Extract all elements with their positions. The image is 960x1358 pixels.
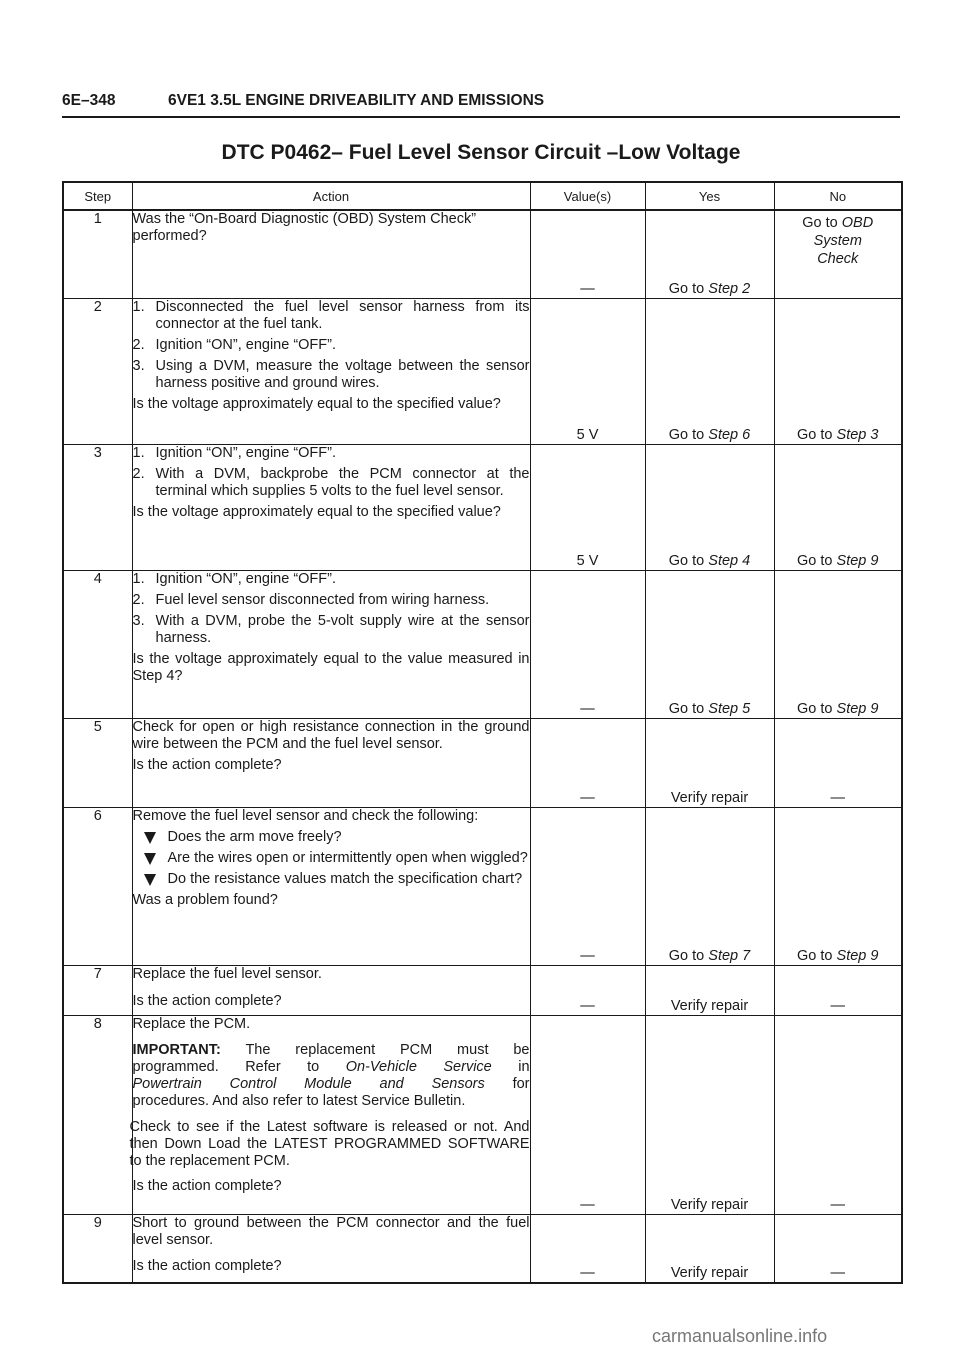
on-vehicle-service-link[interactable]: On-Vehicle Service (345, 1058, 492, 1075)
list-item: Are the wires open or intermittently open when wiggled? (133, 850, 530, 867)
step-number: 1 (63, 210, 132, 298)
important-label: IMPORTANT: (132, 1041, 221, 1058)
action-text: Check for open or high resistance connection in the ground wire between the PCM and the fuel level sensor. (132, 718, 530, 752)
list-item: 2. Fuel level sensor disconnected from wiring harness. (132, 591, 490, 608)
question-text: Is the voltage approximately equal to the value measured in Step 4? (132, 650, 530, 684)
value-cell: — (530, 210, 645, 298)
step-number: 3 (63, 444, 132, 570)
table-header-row (63, 182, 902, 210)
no-cell: — (774, 965, 902, 1015)
step-number: 5 (63, 718, 132, 807)
step-link[interactable]: Step 2 (708, 280, 751, 297)
action-cell (132, 210, 530, 298)
step-number: 8 (63, 1015, 132, 1214)
step-link[interactable]: Step 3 (836, 426, 879, 443)
action-cell (132, 298, 530, 444)
table-row (63, 1015, 902, 1214)
question-text: Is the action complete? (132, 756, 282, 773)
question-text: Is the action complete? (132, 1257, 282, 1274)
column-header-action: Action (132, 182, 530, 210)
column-header-yes: Yes (645, 182, 774, 210)
bullet-triangle-icon (144, 874, 156, 886)
value-cell: — (530, 807, 645, 965)
obd-check-link[interactable]: OBD (841, 215, 874, 231)
table-row (63, 718, 902, 807)
value-cell: — (530, 570, 645, 718)
table-row (63, 807, 902, 965)
action-text: Replace the PCM. (132, 1015, 251, 1032)
action-text: Short to ground between the PCM connector and the fuel level sensor. (132, 1214, 530, 1248)
no-cell: Go to Step 9 (774, 570, 902, 718)
yes-cell: Go to Step 7 (645, 807, 774, 965)
list-item: 2. With a DVM, backprobe the PCM connector at the terminal which supplies 5 volts to the fuel level sensor. (132, 465, 530, 499)
value-cell: 5 V (530, 298, 645, 444)
step-link[interactable]: Step 5 (708, 700, 751, 717)
list-item: Does the arm move freely? (133, 829, 530, 846)
action-cell (132, 807, 530, 965)
question-text: Is the voltage approximately equal to the specified value? (132, 395, 501, 412)
watermark: carmanualsonline.info (652, 1326, 828, 1346)
bullet-triangle-icon (144, 853, 156, 865)
value-cell: 5 V (530, 444, 645, 570)
yes-cell: Verify repair (645, 718, 774, 807)
action-cell (132, 570, 530, 718)
no-cell: Go to Step 9 (774, 444, 902, 570)
table-row (63, 965, 902, 1015)
question-text: Is the voltage approximately equal to the specified value? (132, 503, 501, 520)
action-cell: Replace the PCM. IMPORTANT: The replacement PCM must be programmed. Refer to On-Vehicle Service in Powertrain Control Module and Sensors for procedures. And also refer to latest Service Bulletin. Check to see if the Latest software is released or not. And then Down Load the LATEST PROGRAMMED SOFTWARE to the replacement PCM. Is the action complete? (132, 1015, 530, 1214)
yes-cell: Verify repair (645, 965, 774, 1015)
yes-cell: Verify repair (645, 1214, 774, 1283)
page-number: 6E–348 (62, 92, 116, 109)
obd-check-link-line2[interactable]: System (813, 233, 862, 249)
value-cell: — (530, 718, 645, 807)
question-text: Is the action complete? (132, 992, 282, 1009)
yes-cell (645, 210, 774, 298)
action-cell (132, 444, 530, 570)
value-cell: — (530, 965, 645, 1015)
action-text: Replace the fuel level sensor. (132, 965, 322, 982)
step-link[interactable]: Step 9 (836, 700, 879, 717)
step-link[interactable]: Step 9 (836, 552, 879, 569)
yes-prefix: Go to (668, 280, 705, 297)
yes-cell: Go to Step 6 (645, 298, 774, 444)
action-text: Remove the fuel level sensor and check the following: (132, 807, 479, 824)
action-text: Was the “On-Board Diagnostic (OBD) System Check” performed? (132, 211, 477, 244)
section-title: 6VE1 3.5L ENGINE DRIVEABILITY AND EMISSIONS (168, 92, 545, 109)
diagnostic-table (62, 181, 903, 1284)
no-cell (774, 210, 902, 298)
step-number: 2 (63, 298, 132, 444)
step-number: 6 (63, 807, 132, 965)
question-text: Is the action complete? (132, 1177, 282, 1194)
no-cell: Go to Step 9 (774, 807, 902, 965)
table-row (63, 298, 902, 444)
action-cell (132, 718, 530, 807)
value-cell: — (530, 1214, 645, 1283)
page-title: DTC P0462– Fuel Level Sensor Circuit –Low Voltage (221, 141, 741, 164)
yes-cell: Verify repair (645, 1015, 774, 1214)
step-number: 9 (63, 1214, 132, 1283)
no-cell: — (774, 1015, 902, 1214)
list-item: 1. Ignition “ON”, engine “OFF”. (132, 444, 336, 461)
action-cell (132, 1214, 530, 1283)
bullet-triangle-icon (144, 832, 156, 844)
software-note: Check to see if the Latest software is released or not. And then Down Load the LATEST PROGRAMMED SOFTWARE to the replacement PCM. (129, 1118, 530, 1169)
yes-cell: Go to Step 5 (645, 570, 774, 718)
action-cell (132, 965, 530, 1015)
list-item: 2. Ignition “ON”, engine “OFF”. (132, 336, 336, 353)
no-cell: Go to Step 3 (774, 298, 902, 444)
column-header-values: Value(s) (530, 182, 645, 210)
pcm-and-sensors-link[interactable]: Powertrain Control Module and Sensors (132, 1075, 485, 1092)
table-row (63, 444, 902, 570)
obd-check-link-line3[interactable]: Check (817, 251, 859, 267)
column-header-no: No (774, 182, 902, 210)
list-item: Do the resistance values match the specification chart? (133, 871, 530, 888)
question-text: Was a problem found? (132, 891, 278, 908)
table-row (63, 570, 902, 718)
step-link[interactable]: Step 9 (836, 947, 879, 964)
no-prefix: Go to (802, 215, 838, 231)
step-link[interactable]: Step 4 (708, 552, 751, 569)
yes-cell: Go to Step 4 (645, 444, 774, 570)
list-item: 3. With a DVM, probe the 5-volt supply wire at the sensor harness. (132, 612, 530, 646)
list-item: 1. Ignition “ON”, engine “OFF”. (132, 570, 336, 587)
no-cell: — (774, 1214, 902, 1283)
step-number: 4 (63, 570, 132, 718)
important-note: IMPORTANT: The replacement PCM must be (132, 1041, 530, 1058)
no-cell: — (774, 718, 902, 807)
step-number: 7 (63, 965, 132, 1015)
step-link[interactable]: Step 7 (708, 947, 751, 964)
table-row (63, 1214, 902, 1283)
page-header (62, 92, 900, 118)
table-row (63, 210, 902, 298)
column-header-step: Step (63, 182, 132, 210)
list-item: 3. Using a DVM, measure the voltage between the sensor harness positive and ground wires. (132, 357, 530, 391)
value-cell: — (530, 1015, 645, 1214)
step-link[interactable]: Step 6 (708, 426, 751, 443)
list-item: 1. Disconnected the fuel level sensor harness from its connector at the fuel tank. (132, 298, 530, 332)
